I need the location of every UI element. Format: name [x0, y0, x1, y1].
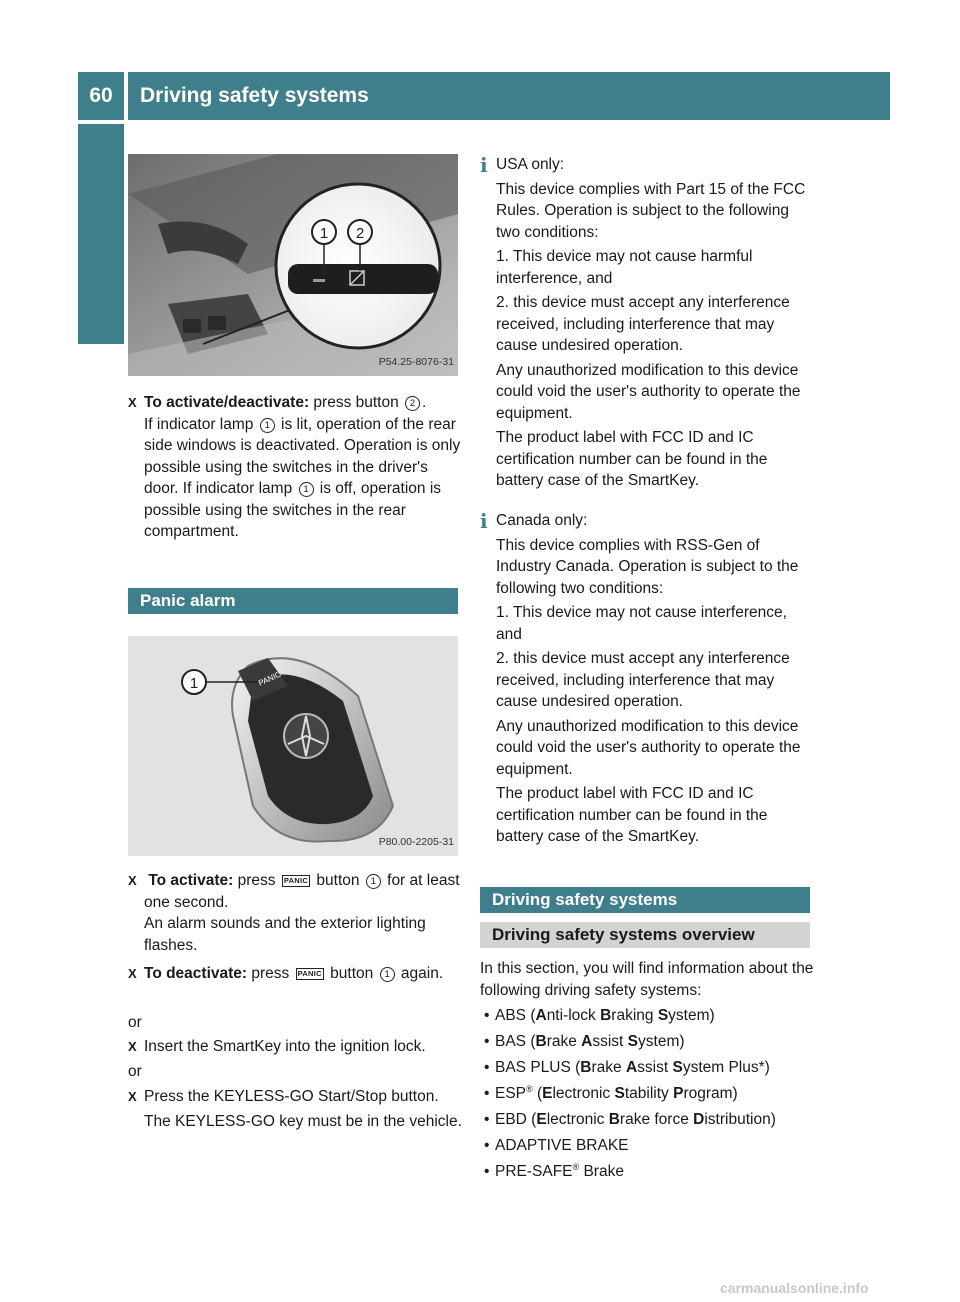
step-activate-panic: [128, 870, 462, 956]
list-item: • ESP® (Electronic Stability Program): [484, 1083, 810, 1105]
step-text: Press the KEYLESS-GO Start/Stop button.: [144, 1088, 439, 1105]
panic-button-symbol: PANIC: [283, 876, 309, 885]
step-text: If indicator lamp: [144, 415, 258, 433]
step-text: press: [247, 965, 294, 982]
photo-code: P80.00-2205-31: [378, 835, 454, 848]
step-text: An alarm sounds and the exterior lighting flashes.: [144, 915, 426, 954]
step-activate-deactivate: [128, 392, 462, 543]
info-paragraph: The product label with FCC ID and IC certification number can be found in the battery case of the SmartKey.: [496, 429, 768, 489]
list-item: • EBD (Electronic Brake force Distribution): [484, 1109, 810, 1131]
step-keyless-go: [128, 1086, 462, 1132]
step-deactivate-panic: [128, 963, 462, 985]
callout-ref: 2: [405, 396, 420, 411]
step-marker: X: [128, 395, 137, 410]
step-note: The KEYLESS-GO key must be in the vehicle.: [144, 1112, 462, 1130]
callout-ref: 1: [380, 967, 395, 982]
section-heading-panic-alarm: Panic alarm: [128, 588, 458, 614]
info-paragraph: 1. This device may not cause harmful interference, and: [496, 248, 753, 287]
list-item: • PRE-SAFE® Brake: [484, 1161, 810, 1183]
rear-window-lock-photo: [128, 154, 458, 376]
info-title: Canada only:: [496, 512, 588, 529]
smartkey-illustration: [128, 636, 458, 856]
step-marker: X: [128, 1039, 137, 1054]
key-panic-label: PANIC: [257, 669, 283, 688]
step-label: To activate:: [148, 872, 234, 889]
info-paragraph: This device complies with Part 15 of the FCC Rules. Operation is subject to the following two conditions:: [496, 180, 806, 241]
step-marker: X: [128, 1089, 137, 1104]
info-paragraph: The product label with FCC ID and IC certification number can be found in the battery case of the SmartKey.: [496, 785, 768, 845]
info-paragraph: Any unauthorized modification to this device could void the user's authority to operate the equipment.: [496, 717, 801, 778]
step-marker: X: [128, 966, 137, 981]
smartkey-photo: [128, 636, 458, 856]
page-number: 60: [78, 72, 124, 120]
step-text: button: [312, 872, 364, 889]
step-text: button: [325, 965, 378, 982]
or-separator: or: [128, 1063, 142, 1080]
step-text: again.: [396, 965, 444, 982]
step-text: is off, operation is possible using the switches in the rear compartment.: [144, 480, 442, 540]
info-title: USA only:: [496, 156, 565, 173]
callout-1: 1: [319, 225, 329, 242]
step-text: press: [233, 872, 280, 889]
step-text: Insert the SmartKey into the ignition lock.: [144, 1038, 426, 1055]
step-text: .: [422, 394, 427, 411]
step-marker: X: [128, 873, 137, 888]
callout-2: 2: [355, 225, 365, 242]
side-tab-label: Safety: [83, 275, 108, 342]
callout-ref: 1: [299, 482, 314, 497]
callout-ref: 1: [260, 418, 275, 433]
info-icon: i: [480, 153, 488, 177]
list-item: • ABS (Anti-lock Braking System): [484, 1005, 810, 1027]
info-paragraph: 2. this device must accept any interference received, including interference that may cause undesired operation.: [496, 294, 790, 354]
info-paragraph: 1. This device may not cause interference, and: [496, 604, 787, 643]
step-text: is lit, operation of the rear side windows is deactivated. Operation is only possible using the switches in the driver's door. If indicator lamp: [144, 415, 461, 497]
or-separator: or: [128, 1014, 142, 1031]
step-insert-smartkey: [128, 1036, 462, 1058]
photo-code: P54.25-8076-31: [378, 355, 454, 368]
list-item: • BAS PLUS (Brake Assist System Plus*): [484, 1057, 810, 1079]
list-item: • BAS (Brake Assist System): [484, 1031, 810, 1053]
step-text: for at least one second.: [144, 872, 460, 911]
section-heading-driving-safety: Driving safety systems: [480, 887, 810, 913]
step-label: To deactivate:: [144, 965, 248, 982]
info-canada: [496, 510, 814, 848]
step-text: press button: [309, 394, 404, 411]
info-paragraph: This device complies with RSS-Gen of Industry Canada. Operation is subject to the following two conditions:: [496, 536, 799, 597]
step-label: To activate/deactivate:: [144, 394, 310, 411]
sub-heading-overview: Driving safety systems overview: [480, 922, 810, 948]
callout-ref: 1: [366, 874, 381, 889]
footer-watermark: carmanualsonline.info: [720, 1280, 869, 1296]
info-usa: [496, 154, 814, 492]
info-paragraph: Any unauthorized modification to this device could void the user's authority to operate the equipment.: [496, 361, 801, 422]
panic-button-symbol: PANIC: [297, 969, 322, 978]
overview-intro: In this section, you will find information about the following driving safety systems:: [480, 960, 814, 999]
page-title: Driving safety systems: [128, 72, 890, 120]
list-item: • ADAPTIVE BRAKE: [484, 1135, 810, 1157]
info-paragraph: 2. this device must accept any interference received, including interference that may cause undesired operation.: [496, 650, 790, 710]
info-icon: i: [480, 509, 488, 533]
door-switch-illustration: [128, 154, 458, 376]
callout-1: 1: [189, 675, 199, 692]
